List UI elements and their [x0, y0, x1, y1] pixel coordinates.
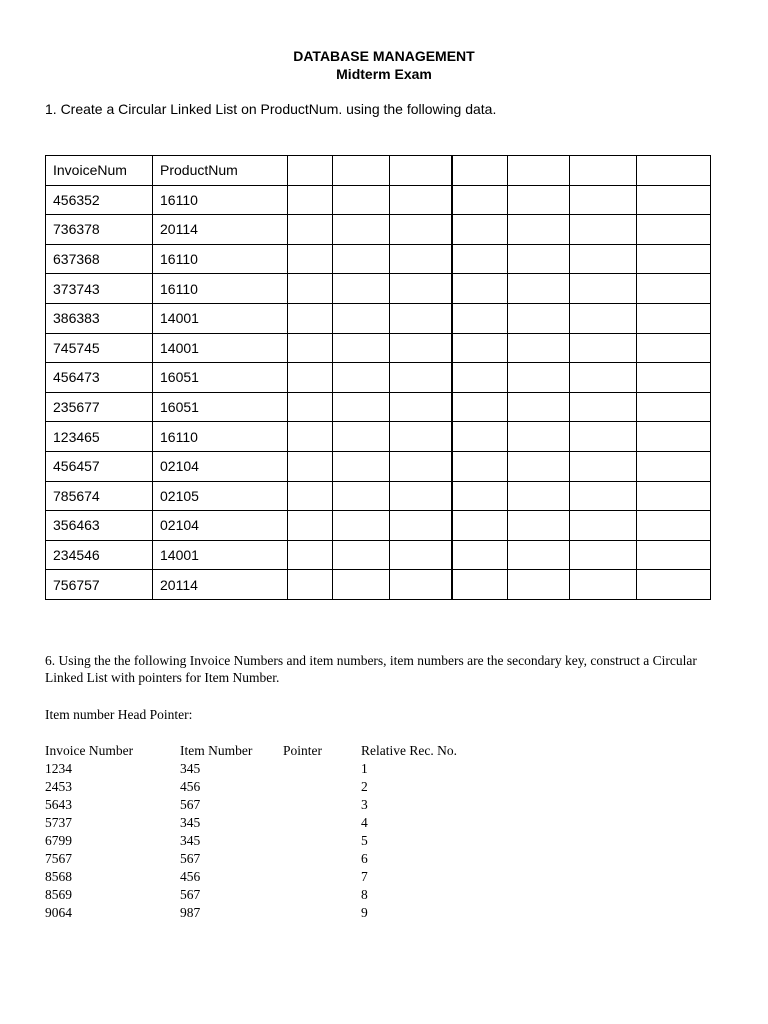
blank-cell: [637, 422, 711, 452]
list-cell: 2: [361, 779, 368, 794]
table-row: [46, 363, 711, 393]
blank-cell: [452, 185, 508, 215]
blank-cell: [452, 511, 508, 541]
blank-cell: [637, 244, 711, 274]
blank-cell: [508, 540, 570, 570]
table-cell: 234546: [46, 540, 153, 570]
blank-cell: [508, 156, 570, 186]
table-cell: 02104: [153, 451, 288, 481]
blank-cell: [637, 215, 711, 245]
blank-cell: [333, 422, 390, 452]
blank-cell: [637, 570, 711, 600]
blank-cell: [288, 481, 333, 511]
table-cell: 785674: [46, 481, 153, 511]
list-cell: 5737: [45, 815, 72, 830]
blank-cell: [333, 185, 390, 215]
blank-cell: [570, 481, 637, 511]
list-cell: 987: [180, 905, 201, 920]
question-6-text: 6. Using the the following Invoice Numbers and item numbers, item numbers are the secondary key, construct a Circular Linked List with pointers for Item Number.: [45, 653, 697, 685]
table-cell: 373743: [46, 274, 153, 304]
list-cell: 456: [180, 779, 201, 794]
table-row: [46, 244, 711, 274]
list-cell: 567: [180, 797, 201, 812]
table-cell: 16110: [153, 244, 288, 274]
blank-cell: [508, 303, 570, 333]
list-cell: 8568: [45, 869, 72, 884]
table-row: [46, 511, 711, 541]
blank-cell: [288, 274, 333, 304]
table-cell: 456473: [46, 363, 153, 393]
blank-cell: [452, 570, 508, 600]
blank-cell: [333, 333, 390, 363]
blank-cell: [288, 303, 333, 333]
blank-cell: [637, 481, 711, 511]
blank-cell: [508, 185, 570, 215]
table-cell: 02104: [153, 511, 288, 541]
list-cell: 345: [180, 815, 201, 830]
blank-cell: [570, 363, 637, 393]
blank-cell: [333, 392, 390, 422]
blank-cell: [570, 540, 637, 570]
column-header: InvoiceNum: [46, 156, 153, 186]
table-cell: 123465: [46, 422, 153, 452]
list-cell: 5: [361, 833, 368, 848]
blank-cell: [637, 363, 711, 393]
list-cell: 2453: [45, 779, 72, 794]
blank-cell: [390, 303, 452, 333]
blank-cell: [452, 392, 508, 422]
table-cell: 16051: [153, 392, 288, 422]
blank-cell: [570, 303, 637, 333]
blank-cell: [508, 422, 570, 452]
head-pointer-label: Item number Head Pointer:: [45, 707, 193, 722]
blank-cell: [570, 185, 637, 215]
table-cell: 14001: [153, 303, 288, 333]
blank-cell: [333, 244, 390, 274]
blank-cell: [333, 156, 390, 186]
list-cell: 7567: [45, 851, 72, 866]
blank-cell: [570, 511, 637, 541]
blank-cell: [452, 274, 508, 304]
list-cell: 456: [180, 869, 201, 884]
table-row: [46, 303, 711, 333]
blank-cell: [508, 570, 570, 600]
question-1-table: [45, 155, 711, 600]
blank-cell: [570, 244, 637, 274]
table-row: [46, 451, 711, 481]
table-cell: 456457: [46, 451, 153, 481]
blank-cell: [637, 333, 711, 363]
blank-cell: [508, 215, 570, 245]
table-row: [46, 570, 711, 600]
blank-cell: [390, 244, 452, 274]
blank-cell: [570, 156, 637, 186]
list-cell: 567: [180, 851, 201, 866]
list-cell: 4: [361, 815, 368, 830]
blank-cell: [390, 363, 452, 393]
blank-cell: [508, 274, 570, 304]
blank-cell: [390, 540, 452, 570]
blank-cell: [288, 451, 333, 481]
blank-cell: [390, 481, 452, 511]
table-cell: 386383: [46, 303, 153, 333]
list-cell: 8569: [45, 887, 72, 902]
table-cell: 235677: [46, 392, 153, 422]
blank-cell: [288, 185, 333, 215]
blank-cell: [333, 451, 390, 481]
blank-cell: [452, 244, 508, 274]
blank-cell: [570, 274, 637, 304]
question-1-text: 1. Create a Circular Linked List on ProductNum. using the following data.: [45, 101, 497, 117]
exam-title: DATABASE MANAGEMENT: [293, 48, 475, 64]
blank-cell: [508, 392, 570, 422]
blank-cell: [508, 244, 570, 274]
blank-cell: [452, 303, 508, 333]
list-cell: 3: [361, 797, 368, 812]
blank-cell: [333, 511, 390, 541]
table-row: [46, 215, 711, 245]
table-row: [46, 392, 711, 422]
blank-cell: [390, 392, 452, 422]
list-cell: 345: [180, 761, 201, 776]
blank-cell: [637, 274, 711, 304]
blank-cell: [390, 451, 452, 481]
table-cell: 02105: [153, 481, 288, 511]
table-cell: 14001: [153, 333, 288, 363]
blank-cell: [637, 156, 711, 186]
blank-cell: [637, 511, 711, 541]
blank-cell: [570, 333, 637, 363]
blank-cell: [570, 451, 637, 481]
blank-cell: [288, 570, 333, 600]
table-row: [46, 481, 711, 511]
question-1-table-body: [46, 156, 711, 600]
blank-cell: [637, 303, 711, 333]
list-cell: 9064: [45, 905, 72, 920]
list-cell: 6799: [45, 833, 72, 848]
table-cell: 736378: [46, 215, 153, 245]
exam-subtitle: Midterm Exam: [336, 66, 432, 82]
table-cell: 16051: [153, 363, 288, 393]
blank-cell: [452, 481, 508, 511]
blank-cell: [288, 422, 333, 452]
blank-cell: [390, 215, 452, 245]
blank-cell: [288, 244, 333, 274]
blank-cell: [333, 481, 390, 511]
blank-cell: [288, 156, 333, 186]
list-cell: 9: [361, 905, 368, 920]
list-cell: 5643: [45, 797, 72, 812]
blank-cell: [390, 156, 452, 186]
table-header-row: [46, 156, 711, 186]
table-cell: 756757: [46, 570, 153, 600]
blank-cell: [452, 451, 508, 481]
blank-cell: [288, 333, 333, 363]
table-row: [46, 185, 711, 215]
column-header: Item Number: [180, 743, 253, 758]
table-row: [46, 333, 711, 363]
blank-cell: [637, 540, 711, 570]
list-cell: 6: [361, 851, 368, 866]
column-header: ProductNum: [153, 156, 288, 186]
blank-cell: [452, 156, 508, 186]
blank-cell: [333, 540, 390, 570]
blank-cell: [452, 333, 508, 363]
blank-cell: [508, 333, 570, 363]
blank-cell: [333, 274, 390, 304]
blank-cell: [570, 570, 637, 600]
list-cell: 8: [361, 887, 368, 902]
table-cell: 20114: [153, 215, 288, 245]
blank-cell: [570, 215, 637, 245]
blank-cell: [288, 363, 333, 393]
table-cell: 16110: [153, 274, 288, 304]
blank-cell: [508, 481, 570, 511]
blank-cell: [288, 392, 333, 422]
blank-cell: [390, 333, 452, 363]
table-cell: 637368: [46, 244, 153, 274]
list-cell: 1: [361, 761, 368, 776]
blank-cell: [452, 422, 508, 452]
blank-cell: [390, 274, 452, 304]
table-cell: 356463: [46, 511, 153, 541]
table-cell: 745745: [46, 333, 153, 363]
blank-cell: [637, 392, 711, 422]
table-cell: 20114: [153, 570, 288, 600]
blank-cell: [570, 422, 637, 452]
blank-cell: [452, 363, 508, 393]
blank-cell: [288, 215, 333, 245]
column-header: Pointer: [283, 743, 322, 758]
blank-cell: [508, 363, 570, 393]
table-cell: 456352: [46, 185, 153, 215]
blank-cell: [333, 215, 390, 245]
blank-cell: [333, 303, 390, 333]
list-cell: 1234: [45, 761, 72, 776]
table-cell: 16110: [153, 185, 288, 215]
blank-cell: [390, 570, 452, 600]
exam-header: [0, 47, 768, 83]
blank-cell: [333, 570, 390, 600]
blank-cell: [390, 185, 452, 215]
blank-cell: [390, 511, 452, 541]
blank-cell: [637, 451, 711, 481]
table-row: [46, 422, 711, 452]
table-cell: 14001: [153, 540, 288, 570]
blank-cell: [508, 451, 570, 481]
blank-cell: [452, 540, 508, 570]
list-cell: 567: [180, 887, 201, 902]
blank-cell: [288, 540, 333, 570]
blank-cell: [508, 511, 570, 541]
blank-cell: [570, 392, 637, 422]
list-cell: 7: [361, 869, 368, 884]
list-cell: 345: [180, 833, 201, 848]
blank-cell: [390, 422, 452, 452]
column-header: Relative Rec. No.: [361, 743, 457, 758]
table-cell: 16110: [153, 422, 288, 452]
column-header: Invoice Number: [45, 743, 134, 758]
table-row: [46, 540, 711, 570]
blank-cell: [637, 185, 711, 215]
blank-cell: [288, 511, 333, 541]
blank-cell: [452, 215, 508, 245]
blank-cell: [333, 363, 390, 393]
table-row: [46, 274, 711, 304]
